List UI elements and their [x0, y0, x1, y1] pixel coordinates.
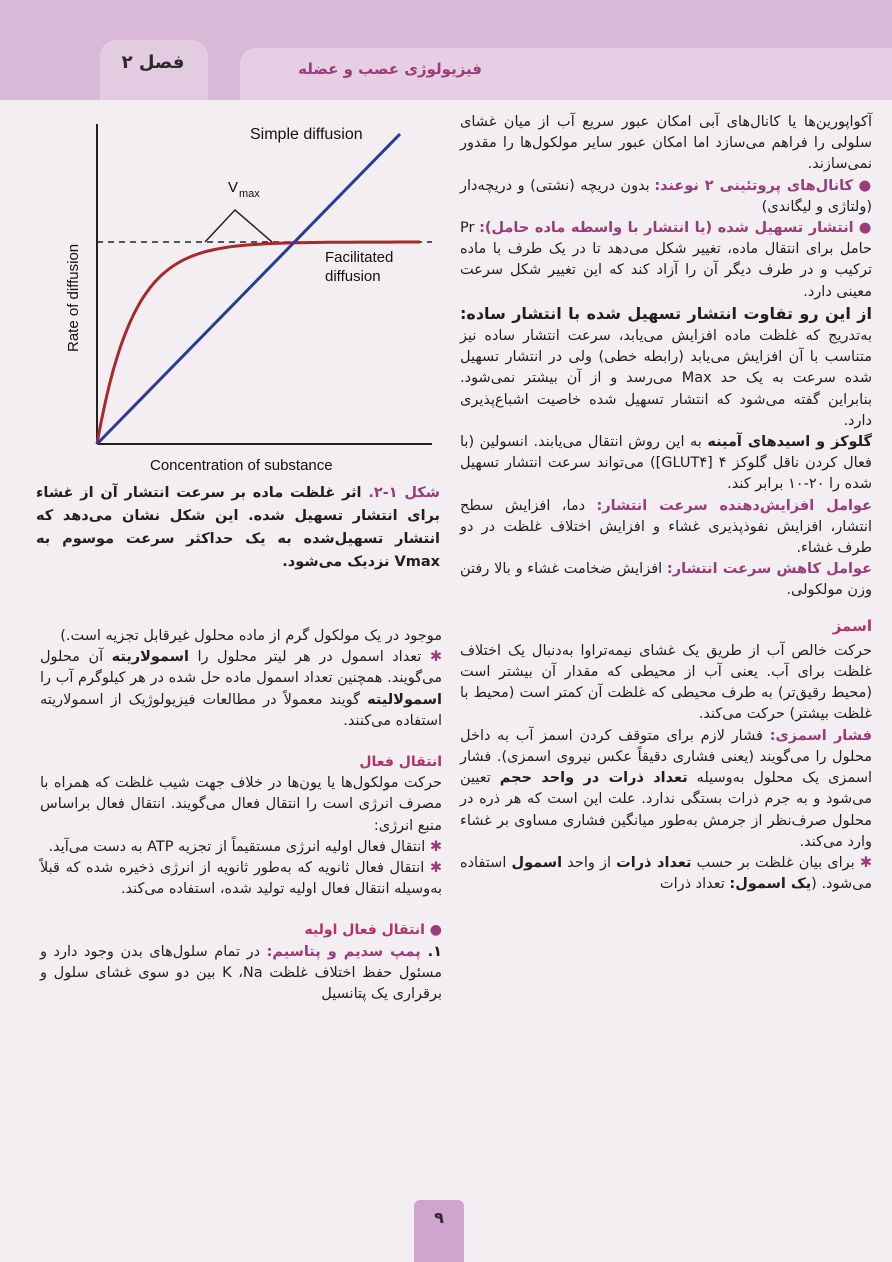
osmotic-pressure-text-b: تعیین می‌شود و به جرم ذرات بستگی ندارد. علت این است که هر ذره در محلول صرف‌نظر از جرمش به‌طور میانگین فشاری مساوی بر غشاء وارد می‌کند.: [460, 770, 872, 850]
primary-active-bullet: [40, 837, 442, 858]
simple-diffusion-label: Simple diffusion: [250, 126, 363, 143]
sodium-potassium-keyword: پمپ سدیم و پتاسیم:: [266, 943, 428, 960]
figure-caption: [36, 482, 440, 574]
vmax-label: V: [228, 179, 239, 196]
osmol-bullet: [460, 853, 872, 895]
chapter-label: فصل ۲: [121, 52, 185, 73]
bullet-icon: ●: [853, 220, 872, 237]
increase-factors-keyword: عوامل افزایش‌دهنده سرعت انتشار:: [596, 497, 872, 514]
osmol-continuation: موجود در یک مولکول گرم از ماده محلول غیرقابل تجزیه است.): [60, 628, 442, 644]
osmol-text-a: برای بیان غلظت بر حسب: [691, 854, 860, 871]
active-transport-heading: انتقال فعال: [359, 754, 442, 771]
osmotic-pressure-text-a: فشار لازم برای متوقف کردن اسمز آب به داخل محلول را می‌گویند (یعنی فشاری دقیقاً عکس نیروی اسمزی). فشار اسمزی یک محلول به‌وسیله: [460, 727, 872, 787]
bullet-icon: ✱: [429, 649, 442, 666]
decrease-factors-keyword: عوامل کاهش سرعت انتشار:: [666, 561, 873, 578]
glucose-text: به این روش انتقال می‌یابند. انسولین (با فعال کردن ناقل گلوکز ۴ [GLUT۴]) می‌تواند سرعت انتشار تسهیل شده را ۲۰-۱۰ برابر کند.: [460, 434, 872, 493]
spacer: [40, 900, 442, 920]
osmotic-pressure-paragraph: [460, 726, 872, 853]
facilitated-bullet: [460, 218, 872, 303]
sodium-potassium-item: [40, 942, 442, 1006]
osmol-text-c: استفاده می‌شود. (: [460, 854, 872, 893]
channel-types-keyword: کانال‌های پروتئینی ۲ نوعند:: [654, 177, 853, 194]
primary-active-heading: [40, 920, 442, 941]
osmosis-paragraph: حرکت خالص آب از طریق یک غشای نیمه‌تراوا به‌دنبال یک اختلاف غلظت برای آب. یعنی آب از محیطی که مقدار آن بیشتر است (محیط رقیق‌تر) به طرف محیطی که غلظت آن کمتر است (محیط با غلظت بیشتر) حرکت می‌کند.: [460, 642, 872, 723]
caption-label: شکل ۱-۲.: [368, 485, 440, 501]
decrease-factors-text: افزایش ضخامت غشاء و بالا رفتن وزن مولکولی.: [460, 561, 872, 599]
osmolarity-text-b: آن محلول می‌گویند. همچنین تعداد اسمول ماده حل شده در هر کیلوگرم آب را: [40, 649, 442, 687]
primary-active-text: انتقال فعال اولیه انرژی مستقیماً از تجزیه ATP به دست می‌آید.: [48, 838, 430, 855]
difference-heading: از این رو تفاوت انتشار تسهیل شده با انتشار ساده:: [460, 303, 872, 323]
diffusion-chart: [60, 112, 450, 482]
increase-factors-text: دما، افزایش سطح انتشار، افزایش نفوذپذیری غشاء و افزایش اختلاف غلظت در دو طرف غشاء.: [460, 497, 872, 557]
osmotic-pressure-keyword: فشار اسمزی:: [769, 727, 873, 744]
osmol-bold-2: اسمول: [511, 854, 563, 871]
increase-factors-paragraph: [460, 496, 872, 560]
right-column: [460, 112, 872, 895]
bullet-icon: ✱: [429, 860, 442, 877]
osmosis-heading: اسمز: [832, 616, 872, 635]
spacer: [40, 732, 442, 752]
osmolarity-bold: اسمولاریته: [111, 649, 189, 666]
vmax-marker: [205, 210, 272, 242]
osmol-text-b: از واحد: [562, 854, 617, 871]
diffusion-figure: [60, 112, 450, 482]
glucose-paragraph: [460, 432, 872, 496]
osmolality-bold: اسمولالیته: [367, 691, 442, 708]
active-transport-paragraph: حرکت مولکول‌ها یا یون‌ها در خلاف جهت شیب غلظت که همراه با مصرف انرژی است را انتقال فعال می‌گویند. انتقال فعال براساس منبع انرژی:: [40, 775, 442, 834]
osmolarity-text-c: گویند معمولاً در مطالعات فیزیولوژیک از اسمولاریته استفاده می‌کنند.: [40, 691, 442, 729]
facilitated-label-line1: Facilitated: [325, 249, 394, 266]
aquaporin-paragraph: آکواپورین‌ها یا کانال‌های آبی امکان عبور سریع آب از میان غشای سلولی را فراهم می‌سازد اما امکان عبور سایر مولکول‌ها را مقدور نمی‌سازند.: [460, 114, 872, 173]
bullet-icon: ✱: [859, 854, 872, 871]
facilitated-label-line2: diffusion: [325, 268, 381, 285]
item-number: ۱.: [427, 943, 442, 960]
left-column: [40, 626, 442, 1005]
secondary-active-text: انتقال فعال ثانویه که به‌طور ثانویه از انرژی ذخیره شده که قبلاً به‌وسیله انتقال فعال اولیه تولید شده، استفاده می‌کند.: [40, 860, 442, 898]
osmotic-pressure-bold: تعداد ذرات در واحد حجم: [499, 770, 688, 787]
book-title: فیزیولوژی عصب و عضله: [298, 60, 482, 78]
osmolarity-bullet: [40, 647, 442, 732]
osmol-bold-1: تعداد ذرات: [616, 854, 692, 871]
difference-paragraph: [460, 303, 872, 432]
decrease-factors-paragraph: [460, 559, 872, 601]
sodium-potassium-text: در تمام سلول‌های بدن وجود دارد و مسئول حفظ اختلاف غلظت K ،Na بین دو سوی غشای سلول و برقراری یک پتانسیل: [40, 943, 442, 1003]
channel-types-bullet: [460, 176, 872, 218]
bullet-icon: ●: [852, 177, 872, 194]
osmol-text-d: تعداد ذرات: [659, 876, 730, 893]
bullet-icon: ●: [424, 922, 442, 939]
simple-diffusion-line: [97, 134, 400, 444]
primary-active-heading-text: انتقال فعال اولیه: [304, 922, 425, 939]
difference-text: به‌تدریج که غلظت ماده افزایش می‌یابد، سرعت انتشار ساده نیز متناسب با آن افزایش می‌یابد (رابطه خطی) ولی در انتشار تسهیل شده سرعت به یک حد Max می‌رسد و از آن بیشتر نمی‌شود. بنابراین گفته می‌شود که انتشار تسهیل شده خاصیت اشباع‌پذیری دارد.: [460, 328, 872, 429]
bullet-icon: ✱: [429, 838, 442, 855]
vmax-subscript: max: [239, 188, 260, 200]
channel-types-text: بدون دریچه (نشتی) و دریچه‌دار (ولتاژی و لیگاندی): [460, 177, 872, 215]
osmol-bold-3: یک اسمول:: [729, 876, 812, 893]
glucose-bold: گلوکز و اسیدهای آمینه: [707, 434, 872, 451]
x-axis-label: Concentration of substance: [150, 457, 333, 474]
y-axis-label: Rate of diffusion: [65, 243, 82, 352]
osmolarity-text-a: تعداد اسمول در هر لیتر محلول را: [188, 649, 430, 666]
secondary-active-bullet: [40, 858, 442, 900]
facilitated-keyword: انتشار تسهیل شده (یا انتشار با واسطه ماده حامل):: [479, 220, 854, 237]
caption-text: اثر غلظت ماده بر سرعت انتشار آن از غشاء برای انتشار تسهیل شده. این شکل نشان می‌دهد که انتشار تسهیل‌شده به یک حداکثر سرعت موسوم به Vmax نزدیک می‌شود.: [36, 485, 440, 570]
facilitated-text: Pr حامل برای انتقال ماده، تغییر شکل می‌دهد تا در یک طرف با ماده ترکیب و در طرف دیگر آن را آزاد کند که این تغییر شکل سرعت معینی دارد.: [460, 220, 872, 300]
page-number: ۹: [434, 1208, 444, 1227]
